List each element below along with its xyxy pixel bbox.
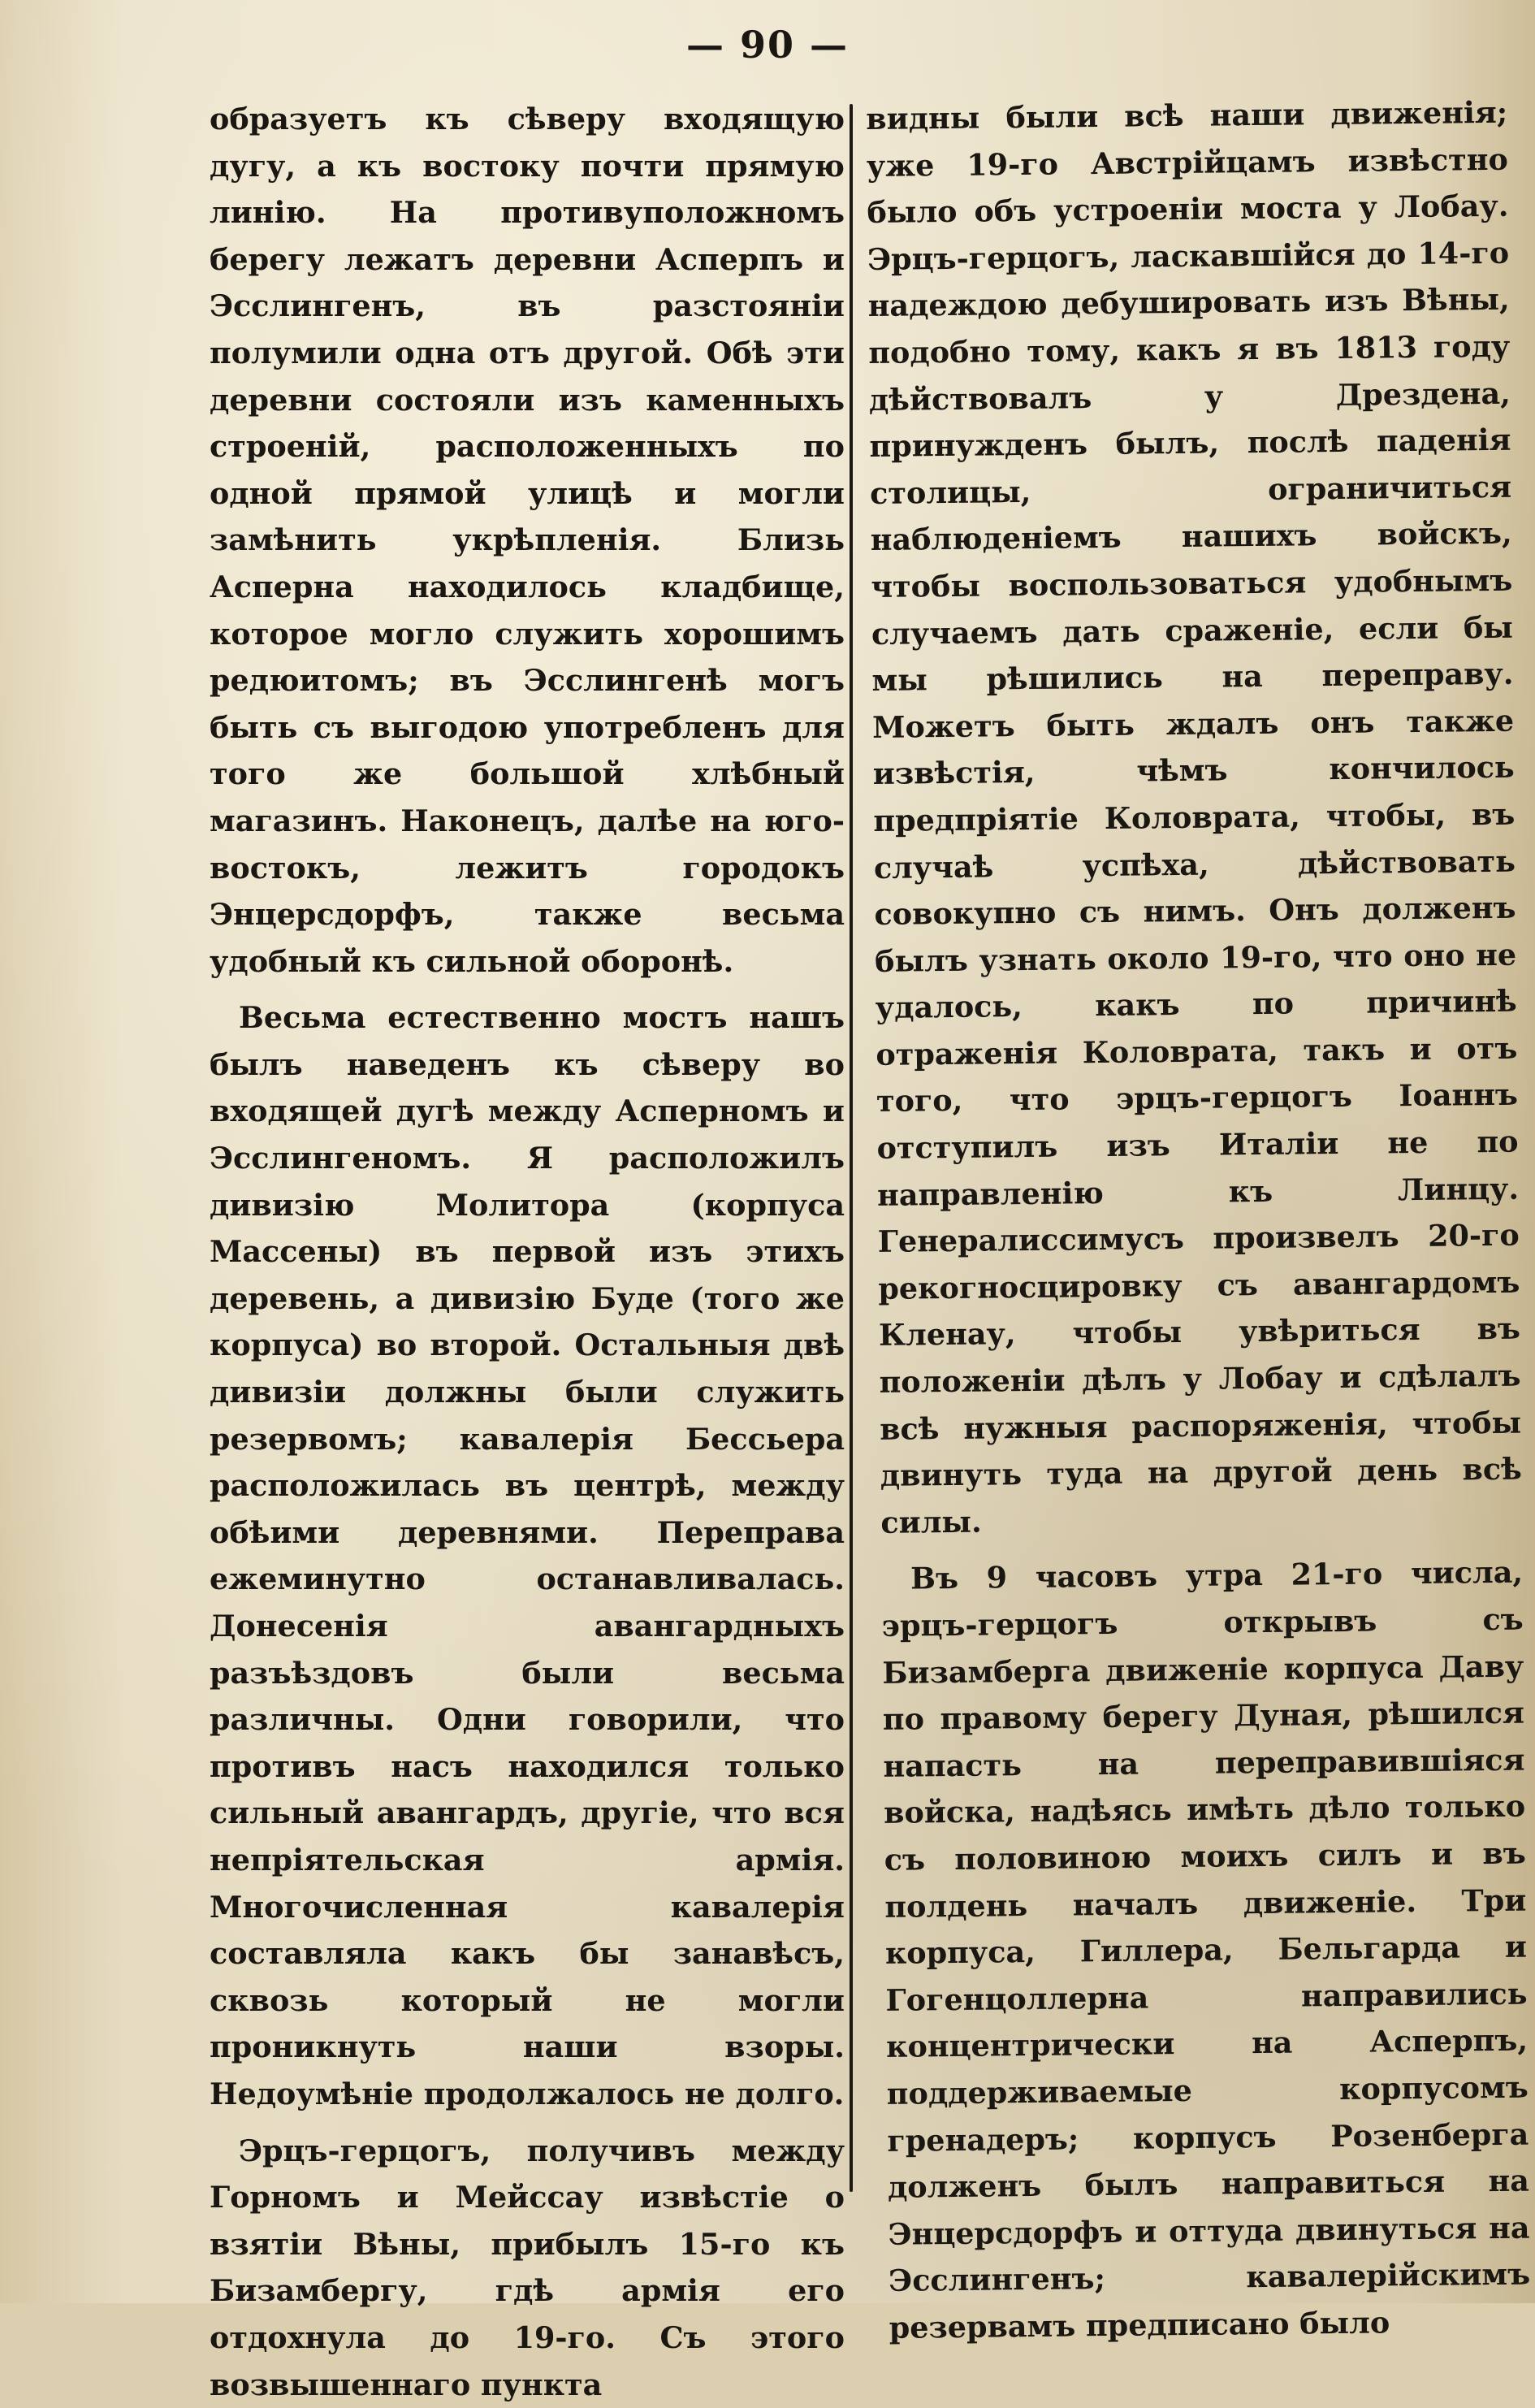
right-paragraph-2: Въ 9 часовъ утра 21-го числа, эрцъ-герцогъ открывъ съ Бизамберга движеніе корпуса Даву по правому берегу Дуная, рѣшился напасть на переправившіяся войска, надѣясь имѣть дѣло только съ половиною моихъ силъ и въ полдень началъ движеніе. Три корпуса, Гиллера, Бельгарда и Гогенцоллерна направились концентрически на Асперпъ, поддерживаемые корпусомъ гренадеръ; корпусъ Розенберга долженъ былъ направиться на Энцерсдорфъ и оттуда двинуться на Эсслингенъ; кавалерійскимъ резервамъ предписано было <box>881 1555 1531 2345</box>
left-paragraph-1: образуетъ къ сѣверу входящую дугу, а къ востоку почти прямую линію. На противуположномъ берегу лежатъ деревни Асперпъ и Эсслингенъ, въ разстояніи полумили одна отъ другой. Обѣ эти деревни состояли изъ каменныхъ строеній, расположенныхъ по одной прямой улицѣ и могли замѣнить укрѣпленія. Близь Асперна находилось кладбище, которое могло служить хорошимъ редюитомъ; въ Эсслингенѣ могъ быть съ выгодою употребленъ для того же большой хлѣбный магазинъ. Наконецъ, далѣе на юго-востокъ, лежитъ городокъ Энцерсдорфъ, также весьма удобный къ сильной оборонѣ. <box>210 102 845 979</box>
right-paragraph-1: видны были всѣ наши движенія; уже 19-го Австрійцамъ извѣстно было объ устроеніи моста у Лобау. Эрцъ-герцогъ, ласкавшійся до 14-го надеждою дебушировать изъ Вѣны, подобно тому, какъ я въ 1813 году дѣйствовалъ у Дрездена, принужденъ былъ, послѣ паденія столицы, ограничиться наблюденіемъ нашихъ войскъ, чтобы воспользоваться удобнымъ случаемъ дать сраженіе, если бы мы рѣшились на переправу. Можетъ быть ждалъ онъ также извѣстія, чѣмъ кончилось предпріятіе Коловрата, чтобы, въ случаѣ успѣха, дѣйствовать совокупно съ нимъ. Онъ долженъ былъ узнать около 19-го, что оно не удалось, какъ по причинѣ отраженія Коловрата, такъ и отъ того, что эрцъ-герцогъ Іоаннъ отступилъ изъ Италіи не по направленію къ Линцу. Генералиссимусъ произвелъ 20-го рекогносцировку съ авангардомъ Кленау, чтобы увѣриться въ положеніи дѣлъ у Лобау и сдѣлалъ всѣ нужныя распоряженія, чтобы двинуть туда на другой день всѣ силы. <box>866 94 1522 1540</box>
left-paragraph-3: Эрцъ-герцогъ, получивъ между Горномъ и Мейссау извѣстіе о взятіи Вѣны, прибылъ 15-го къ Бизамбергу, гдѣ армія его отдохнула до 19-го. Съ этого возвышеннаго пункта <box>210 2133 845 2402</box>
left-paragraph-2: Весьма естественно мостъ нашъ былъ наведенъ къ сѣверу во входящей дугѣ между Асперномъ и Эсслингеномъ. Я расположилъ дивизію Молитора (корпуса Массены) въ первой изъ этихъ деревень, а дивизію Буде (того же корпуса) во второй. Остальныя двѣ дивизіи должны были служить резервомъ; кавалерія Бессьера расположилась въ центрѣ, между обѣими деревнями. Переправа ежеминутно останавливалась. Донесенія авангардныхъ разъѣздовъ были весьма различны. Одни говорили, что противъ насъ находился только сильный авангардъ, другіе, что вся непріятельская армія. Многочисленная кавалерія составляла какъ бы занавѣсъ, сквозь который не могли проникнуть наши взоры. Недоумѣніе продолжалось не долго. <box>210 1000 845 2111</box>
page-number: — 90 — <box>685 23 850 67</box>
left-column <box>210 96 845 2408</box>
column-divider <box>850 104 853 2192</box>
right-column <box>866 89 1531 2352</box>
